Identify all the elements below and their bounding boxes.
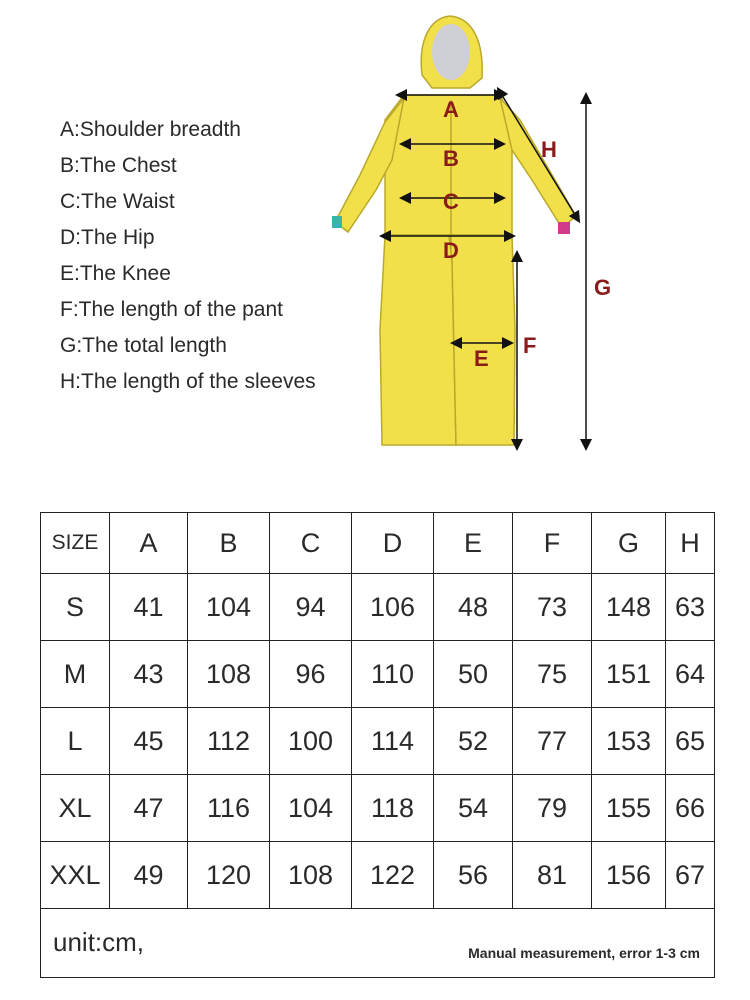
value-cell: 148 bbox=[592, 574, 666, 641]
table-footer-row bbox=[41, 909, 715, 978]
ski-suit-illustration bbox=[300, 0, 750, 470]
value-cell: 54 bbox=[434, 775, 513, 842]
header-b: B bbox=[188, 513, 270, 574]
header-g: G bbox=[592, 513, 666, 574]
table-row-l bbox=[41, 708, 715, 775]
marker-h: H bbox=[541, 137, 557, 162]
value-cell: 50 bbox=[434, 641, 513, 708]
value-cell: 49 bbox=[110, 842, 188, 909]
value-cell: 65 bbox=[666, 708, 715, 775]
ski-suit-figure bbox=[300, 0, 750, 470]
value-cell: 48 bbox=[434, 574, 513, 641]
table-row-xl bbox=[41, 775, 715, 842]
value-cell: 43 bbox=[110, 641, 188, 708]
table-row-s bbox=[41, 574, 715, 641]
unit-label: unit:cm, bbox=[53, 927, 145, 957]
marker-c: C bbox=[443, 189, 459, 214]
value-cell: 153 bbox=[592, 708, 666, 775]
measurement-legend bbox=[60, 112, 316, 400]
marker-a: A bbox=[443, 97, 459, 122]
header-f: F bbox=[513, 513, 592, 574]
value-cell: 75 bbox=[513, 641, 592, 708]
legend-item-e: E:The Knee bbox=[60, 262, 171, 285]
table-row-xxl bbox=[41, 842, 715, 909]
size-chart-table bbox=[40, 512, 715, 978]
value-cell: 112 bbox=[188, 708, 270, 775]
size-cell: XL bbox=[41, 775, 110, 842]
value-cell: 63 bbox=[666, 574, 715, 641]
marker-d: D bbox=[443, 238, 459, 263]
size-cell: L bbox=[41, 708, 110, 775]
value-cell: 120 bbox=[188, 842, 270, 909]
value-cell: 114 bbox=[352, 708, 434, 775]
legend-item-b: B:The Chest bbox=[60, 154, 177, 177]
value-cell: 73 bbox=[513, 574, 592, 641]
value-cell: 104 bbox=[188, 574, 270, 641]
value-cell: 79 bbox=[513, 775, 592, 842]
value-cell: 81 bbox=[513, 842, 592, 909]
value-cell: 122 bbox=[352, 842, 434, 909]
value-cell: 45 bbox=[110, 708, 188, 775]
value-cell: 77 bbox=[513, 708, 592, 775]
value-cell: 94 bbox=[270, 574, 352, 641]
value-cell: 66 bbox=[666, 775, 715, 842]
value-cell: 155 bbox=[592, 775, 666, 842]
legend-item-a: A:Shoulder breadth bbox=[60, 118, 241, 141]
table-header-row bbox=[41, 513, 715, 574]
header-size: SIZE bbox=[41, 513, 110, 574]
value-cell: 151 bbox=[592, 641, 666, 708]
marker-f: F bbox=[523, 333, 537, 358]
value-cell: 64 bbox=[666, 641, 715, 708]
table-row-m bbox=[41, 641, 715, 708]
legend-item-f: F:The length of the pant bbox=[60, 298, 283, 321]
table-footer bbox=[41, 909, 715, 978]
marker-g: G bbox=[594, 275, 612, 300]
marker-e: E bbox=[474, 346, 489, 371]
header-a: A bbox=[110, 513, 188, 574]
value-cell: 116 bbox=[188, 775, 270, 842]
header-c: C bbox=[270, 513, 352, 574]
value-cell: 156 bbox=[592, 842, 666, 909]
value-cell: 56 bbox=[434, 842, 513, 909]
size-cell: S bbox=[41, 574, 110, 641]
value-cell: 108 bbox=[188, 641, 270, 708]
legend-item-c: C:The Waist bbox=[60, 190, 175, 213]
value-cell: 41 bbox=[110, 574, 188, 641]
value-cell: 106 bbox=[352, 574, 434, 641]
legend-item-g: G:The total length bbox=[60, 334, 227, 357]
value-cell: 108 bbox=[270, 842, 352, 909]
value-cell: 47 bbox=[110, 775, 188, 842]
header-d: D bbox=[352, 513, 434, 574]
value-cell: 52 bbox=[434, 708, 513, 775]
value-cell: 104 bbox=[270, 775, 352, 842]
value-cell: 100 bbox=[270, 708, 352, 775]
header-h: H bbox=[666, 513, 715, 574]
legend-item-h: H:The length of the sleeves bbox=[60, 370, 316, 393]
value-cell: 110 bbox=[352, 641, 434, 708]
size-cell: M bbox=[41, 641, 110, 708]
header-e: E bbox=[434, 513, 513, 574]
value-cell: 118 bbox=[352, 775, 434, 842]
value-cell: 96 bbox=[270, 641, 352, 708]
legend-item-d: D:The Hip bbox=[60, 226, 155, 249]
value-cell: 67 bbox=[666, 842, 715, 909]
hood bbox=[421, 16, 482, 88]
size-cell: XXL bbox=[41, 842, 110, 909]
measurement-note: Manual measurement, error 1-3 cm bbox=[468, 945, 700, 961]
marker-b: B bbox=[443, 146, 459, 171]
